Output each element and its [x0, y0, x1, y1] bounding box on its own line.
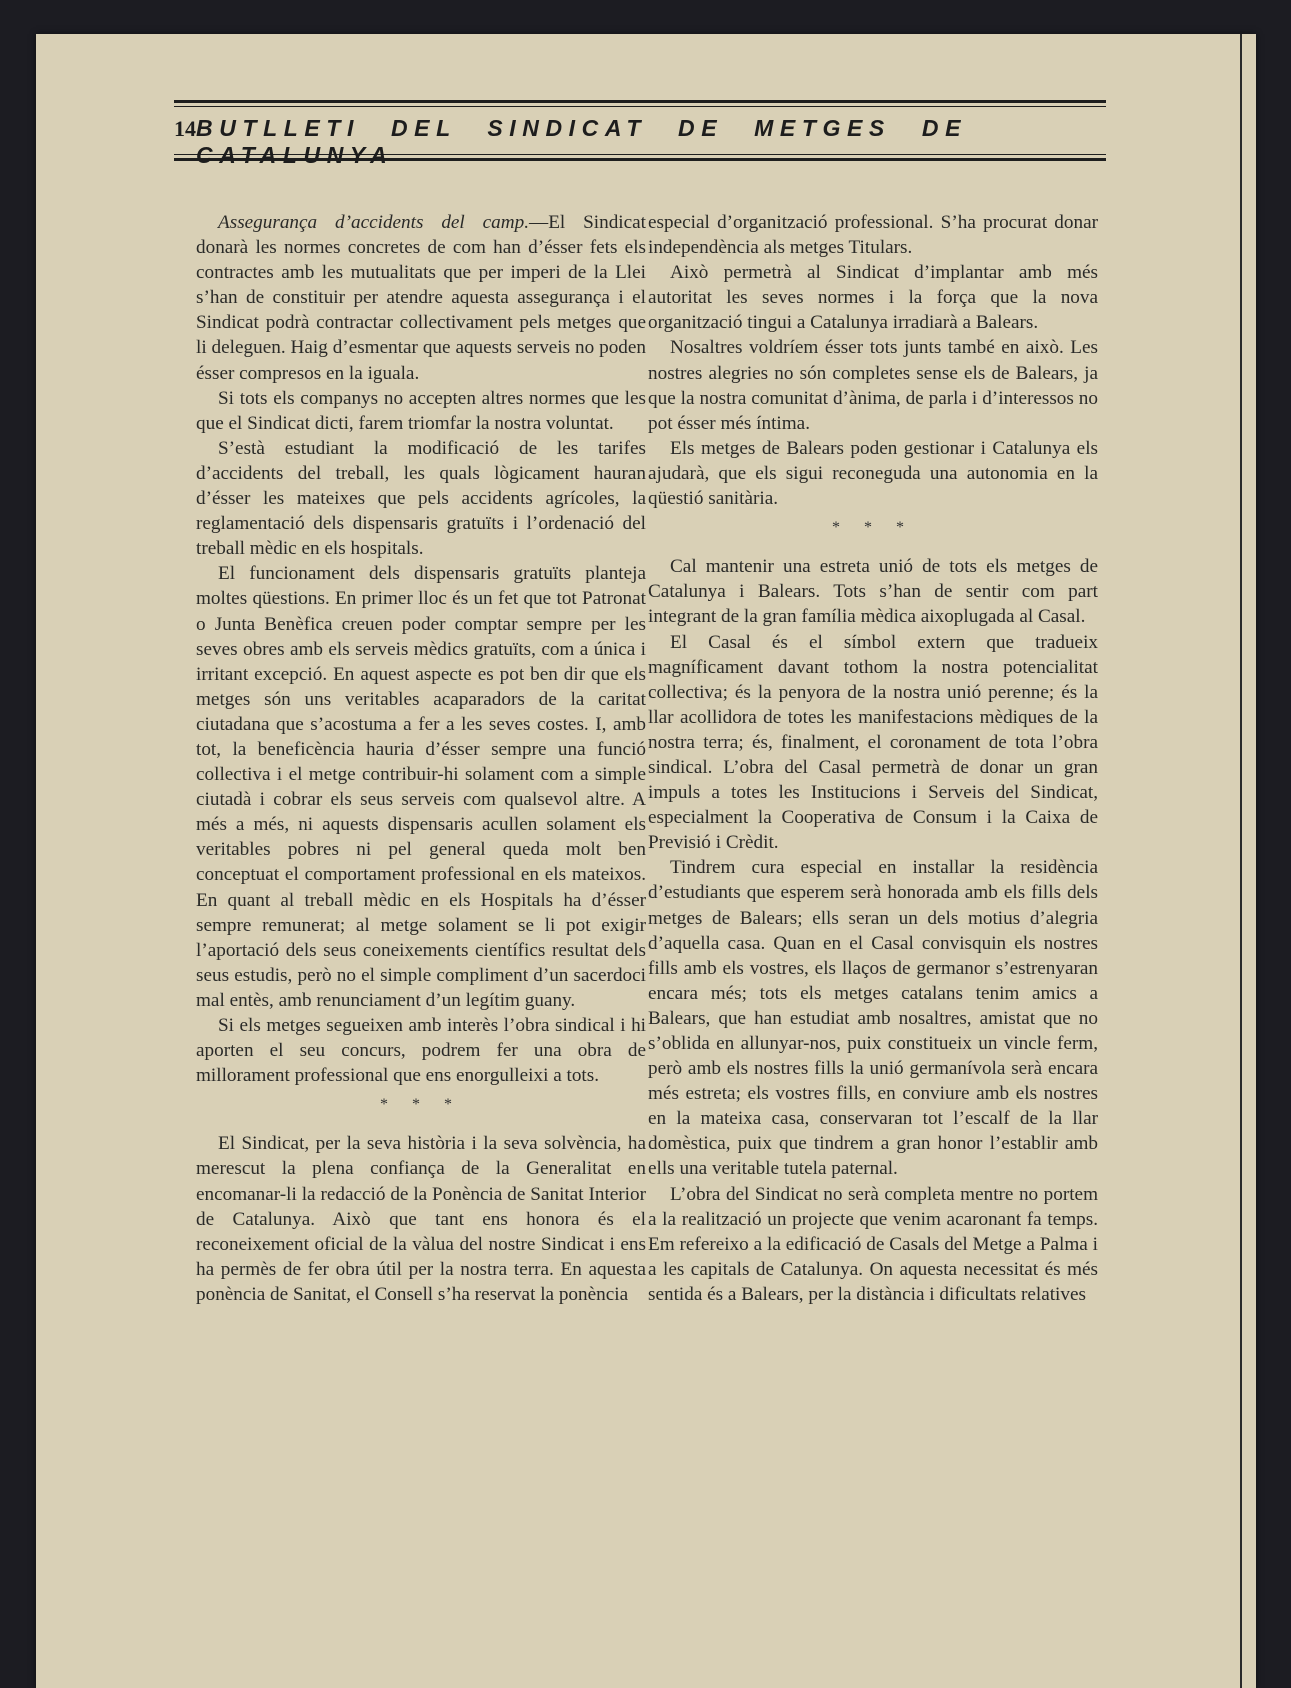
journal-title: BUTLLETI DEL SINDICAT DE METGES DE CATALUNYA — [196, 115, 968, 168]
paragraph: Si els metges segueixen amb interès l’obra sindical i hi aporten el seu concurs, podrem fer una obra de millorament professional que ens enorgulleixi a tots. — [196, 1015, 646, 1087]
paragraph-lead: Assegurança d’accidents del camp. — [218, 212, 529, 233]
paragraph: Això permetrà al Sindicat d’implantar amb més autoritat les seves normes i la força que la nova organització tingui a Catalunya irradiarà a Balears. — [648, 262, 1098, 334]
page-header — [174, 100, 1106, 168]
paragraph: El Sindicat, per la seva història i la seva solvència, ha merescut la plena confiança de la Generalitat en encomanar-li la redacció de la Ponència de Sanitat Interior de Catalunya. Això que tant ens honora és el reconeixement oficial de la vàlua del nostre Sindicat i ens ha permès de fer obra útil per la nostra terra. En aquesta ponència de Sanitat, el Consell s’ha reservat la ponència — [196, 1133, 646, 1305]
paragraph: Cal mantenir una estreta unió de tots els metges de Catalunya i Balears. Tots s’han de sentir com part integrant de la gran família mèdica aixoplugada al Casal. — [648, 556, 1098, 628]
paragraph: El Casal és el símbol extern que tradueix magníficament davant tothom la nostra potencialitat collectiva; és la penyora de la nostra unió perenne; és la llar acollidora de totes les manifestacions mèdiques de la nostra terra; és, finalment, el coronament de tota l’obra sindical. L’obra del Casal permetrà de donar un gran impuls a totes les Institucions i Serveis del Sindicat, especialment la Cooperativa de Consum i la Caixa de Previsió i Crèdit. — [648, 631, 1098, 854]
paragraph: Els metges de Balears poden gestionar i Catalunya els ajudarà, que els sigui reconeguda una autonomia en la qüestió sanitària. — [648, 437, 1098, 510]
page-edge — [1240, 34, 1242, 1688]
document-page — [36, 34, 1256, 1688]
paragraph-text: —El Sindicat donarà les normes concretes de com han d’ésser fets els contractes amb les mutualitats que per imperi de la Llei s’han de constituir per atendre aquesta assegurança i el Sindicat podrà contractar collectivament pels metges que li deleguen. Haig d’esmentar que aquests serveis no poden ésser compresos en la iguala. — [196, 212, 646, 384]
paragraph: S’està estudiant la modificació de les tarifes d’accidents del treball, les quals lògicament hauran d’ésser les mateixes que pels accidents agrícoles, la reglamentació dels dispensaris gratuïts i l’ordenació del treball mèdic en els hospitals. — [196, 437, 646, 560]
paragraph: Si tots els companys no accepten altres normes que les que el Sindicat dicti, farem triomfar la nostra voluntat. — [196, 387, 646, 434]
paragraph: L’obra del Sindicat no serà completa mentre no portem a la realització un projecte que venim acaronant fa temps. Em refereixo a la edificació de Casals del Metge a Palma i a les capitals de Catalunya. On aquesta necessitat és més sentida és a Balears, per la distància i dificultats relatives — [648, 1183, 1098, 1305]
paragraph: Tindrem cura especial en installar la residència d’estudiants que esperem serà honorada amb els fills dels metges de Balears; ells seran un dels motius d’alegria d’aquella casa. Quan en el Casal convisquin els nostres fills amb els vostres, els llaços de germanor s’estrenyaran encara més; tots els metges catalans tenim amics a Balears, que han estudiat amb nosaltres, amistat que no s’oblida en allunyar-nos, puix constitueix un vincle ferm, però amb els nostres fills la unió germanívola serà encara més estreta; els vostres fills, en conviure amb els nostres en la mateixa casa, conservaran tot l’escalf de la llar domèstica, puix que tindrem a gran honor l’establir amb ells una veritable tutela paternal. — [648, 857, 1098, 1180]
header-rule-top-thin — [174, 106, 1106, 107]
header-rule-top — [174, 100, 1106, 103]
page-number: 14 — [174, 116, 196, 141]
paragraph — [196, 210, 646, 386]
right-column — [648, 210, 1098, 1307]
section-separator: * * * — [380, 1096, 462, 1114]
paragraph: Nosaltres voldríem ésser tots junts també en això. Les nostres alegries no són completes sense els de Balears, ja que la nostra comunitat d’ànima, de parla i d’interessos no pot ésser més íntima. — [648, 337, 1098, 434]
paragraph: especial d’organització professional. S’ha procurat donar independència als metges Titulars. — [648, 212, 1098, 259]
left-column — [196, 210, 646, 1307]
header-line — [174, 115, 1106, 168]
paragraph: El funcionament dels dispensaris gratuïts planteja moltes qüestions. En primer lloc és un fet que tot Patronat o Junta Benèfica creuen poder comptar sempre per les seves obres amb els serveis mèdics gratuïts, com a única i irritant excepció. En aquest aspecte es pot ben dir que els metges són uns veritables acaparadors de la caritat ciutadana que s’acostuma a fer a les seves costes. I, amb tot, la beneficència hauria d’ésser sempre una funció collectiva i el metge contribuir-hi solament com a simple ciutadà i cobrar els seus serveis com qualsevol altre. A més a més, ni aquests dispensaris acullen solament els veritables pobres ni pel general queda molt ben conceptuat el comportament professional en els mateixos. En quant al treball mèdic en els Hospitals ha d’ésser sempre remunerat; al metge solament se li pot exigir l’aportació dels seus coneixements científics resultat dels seus estudis, però no el simple compliment d’un sacerdoci mal entès, amb renunciament d’un legítim guany. — [196, 563, 646, 1011]
section-separator: * * * — [832, 519, 914, 537]
